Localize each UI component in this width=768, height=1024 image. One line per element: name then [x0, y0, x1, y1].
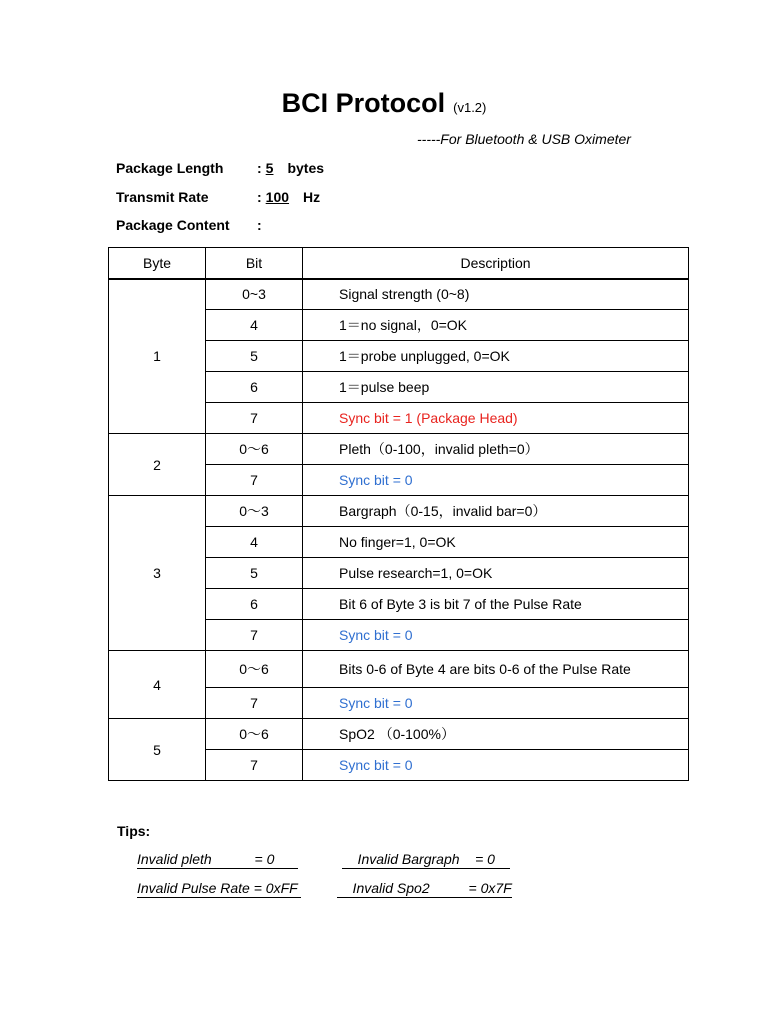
table-header-row	[109, 248, 689, 279]
bit-cell: 7	[206, 688, 303, 719]
package-length-unit: bytes	[287, 160, 325, 176]
bit-cell: 4	[206, 310, 303, 341]
tip-invalid-spo2: Invalid Spo2 = 0x7F	[337, 880, 512, 896]
bit-cell: 7	[206, 465, 303, 496]
table-row	[109, 434, 689, 465]
transmit-rate-sep: :	[257, 189, 262, 205]
protocol-table	[108, 247, 689, 781]
transmit-rate-value: 100	[265, 189, 290, 205]
header-byte: Byte	[109, 248, 206, 279]
tips-label: Tips:	[117, 823, 151, 839]
description-cell: Pulse research=1, 0=OK	[303, 558, 689, 589]
transmit-rate-unit: Hz	[303, 189, 321, 205]
bit-cell: 7	[206, 750, 303, 781]
bit-cell: 7	[206, 403, 303, 434]
description-cell: 1＝no signal，0=OK	[303, 310, 689, 341]
description-cell: SpO2 （0-100%）	[303, 719, 689, 750]
table-row	[109, 719, 689, 750]
tip-invalid-pulse-rate: Invalid Pulse Rate = 0xFF	[137, 880, 302, 896]
byte-cell: 1	[109, 279, 206, 434]
bit-cell: 5	[206, 558, 303, 589]
transmit-rate-row	[116, 189, 320, 205]
package-content-label: Package Content	[116, 217, 230, 233]
description-cell: Bit 6 of Byte 3 is bit 7 of the Pulse Rate	[303, 589, 689, 620]
sync-description-cell: Sync bit = 0	[303, 750, 689, 781]
title-version: (v1.2)	[453, 100, 487, 115]
byte-cell: 5	[109, 719, 206, 781]
description-cell: Signal strength (0~8)	[303, 279, 689, 310]
bit-cell: 6	[206, 372, 303, 403]
bit-cell: 0～3	[206, 496, 303, 527]
bit-cell: 4	[206, 527, 303, 558]
table-row	[109, 496, 689, 527]
bit-cell: 0～6	[206, 651, 303, 688]
package-length-label: Package Length	[116, 160, 224, 176]
description-cell: No finger=1, 0=OK	[303, 527, 689, 558]
header-bit: Bit	[206, 248, 303, 279]
byte-cell: 3	[109, 496, 206, 651]
title-main: BCI Protocol	[281, 88, 446, 118]
bit-cell: 7	[206, 620, 303, 651]
package-content-row	[116, 217, 262, 233]
byte-cell: 2	[109, 434, 206, 496]
transmit-rate-label: Transmit Rate	[116, 189, 209, 205]
bit-cell: 0～6	[206, 719, 303, 750]
sync-description-cell: Sync bit = 0	[303, 688, 689, 719]
description-cell: Pleth（0-100，invalid pleth=0）	[303, 434, 689, 465]
tip-invalid-pleth: Invalid pleth = 0	[137, 851, 298, 867]
document-title	[0, 88, 768, 119]
package-length-value: 5	[265, 160, 274, 176]
bit-cell: 0～6	[206, 434, 303, 465]
description-cell: 1＝pulse beep	[303, 372, 689, 403]
package-length-row	[116, 160, 324, 176]
bit-cell: 0~3	[206, 279, 303, 310]
header-description: Description	[303, 248, 689, 279]
description-cell: Bargraph（0-15，invalid bar=0）	[303, 496, 689, 527]
tip-invalid-bargraph: Invalid Bargraph = 0	[342, 851, 511, 867]
table-row	[109, 651, 689, 688]
document-subtitle: -----For Bluetooth & USB Oximeter	[417, 131, 631, 147]
description-cell: Bits 0-6 of Byte 4 are bits 0-6 of the Pulse Rate	[303, 651, 689, 688]
package-length-sep: :	[257, 160, 262, 176]
byte-cell: 4	[109, 651, 206, 719]
package-content-sep: :	[257, 217, 262, 233]
sync-description-cell: Sync bit = 0	[303, 465, 689, 496]
sync-description-cell: Sync bit = 0	[303, 620, 689, 651]
description-cell: 1＝probe unplugged, 0=OK	[303, 341, 689, 372]
sync-head-description-cell: Sync bit = 1 (Package Head)	[303, 403, 689, 434]
bit-cell: 5	[206, 341, 303, 372]
bit-cell: 6	[206, 589, 303, 620]
table-row	[109, 279, 689, 310]
